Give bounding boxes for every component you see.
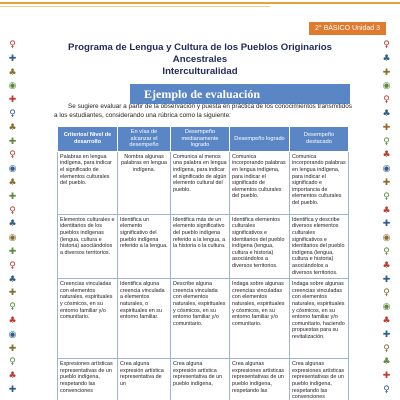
header-rule	[0, 2, 400, 4]
left-decorative-border	[4, 40, 22, 400]
table-row	[58, 214, 349, 278]
cross-icon: ✚	[382, 219, 391, 230]
man-icon: ♀	[9, 150, 16, 161]
cross-icon: ✚	[8, 136, 17, 147]
table-cell: Elementos culturales e identitarios de los pueblos indígenas (lengua, cultura e historia) asociándolos a diversos territorios.	[58, 214, 118, 278]
table-cell: Comunica incorporando palabras en lengua indígena, para indicar el significado de elementos culturales del pueblo.	[230, 151, 290, 214]
header-level-2: Desempeño medianamente logrado	[171, 127, 230, 152]
header-criteria: Criterios/ Nivel de desarrollo	[58, 127, 118, 152]
header-level-1: En vías de alcanzar el desempeño	[118, 127, 171, 152]
cross-icon: ✚	[382, 329, 391, 340]
figure-icon: ♣	[382, 53, 391, 64]
man-icon: ♀	[9, 109, 16, 119]
table-cell: Identifica alguna creencia vinculada a elementos naturales, o espirituales en su entorno familiar.	[118, 279, 171, 359]
table-cell: Comunica al menos una palabra en lengua indígena, para indicar el significado de algún elemento cultural del pueblo.	[171, 151, 230, 214]
man-icon: ♀	[9, 40, 16, 50]
man-icon: ♀	[9, 205, 16, 216]
man-icon: ♀	[9, 357, 16, 368]
table-cell: Describe alguna creencia vinculada con elementos naturales, espirituales y cósmicos, en su entorno familiar y/o comunitario.	[171, 279, 230, 359]
table-cell: Crea algunas expresiones artísticas representativas de un pueblo indígena, respetando las convenciones	[290, 359, 349, 400]
table-cell: Indaga sobre algunas creencias vinculadas con elementos naturales, espirituales y cósmicos, en su entorno familiar y/o comunitario, haciendo propuestas para su revitalización.	[290, 279, 349, 359]
drum-icon: ◉	[382, 233, 391, 244]
cross-icon: ✚	[8, 288, 17, 299]
table-cell: Crea alguna expresión artística representativa de un pueblo indígena,	[171, 359, 230, 400]
man-icon: ♀	[383, 385, 390, 395]
figure-icon: ♣	[382, 316, 391, 326]
figure-icon: ♣	[8, 274, 17, 285]
cross-icon: ✚	[382, 371, 391, 382]
table-cell: Indaga sobre algunas creencias vinculadas con elementos naturales, espirituales y cósmicos, en su entorno familiar y/o comunitario.	[230, 279, 290, 359]
table-cell: Identifica y describe diversos elementos culturales significativos e identitarios del pueblo indígena (lengua, cultura e historia) asociándolos a diversos territorios.	[290, 214, 349, 278]
figure-icon: ♣	[8, 178, 17, 188]
rubric-table	[57, 126, 349, 400]
table-cell: Identifica más de un elemento significativo del pueblo indígena referido a la lengua, a la historia o la cultura.	[171, 214, 230, 278]
man-icon: ♀	[383, 136, 390, 147]
figure-icon: ♣	[8, 219, 17, 230]
table-row	[58, 151, 349, 214]
man-icon: ♀	[383, 40, 390, 50]
cross-icon: ✚	[8, 385, 17, 395]
man-icon: ♀	[383, 95, 390, 106]
cross-icon: ✚	[382, 274, 391, 285]
cross-icon: ✚	[8, 191, 17, 202]
man-icon: ♀	[383, 288, 390, 299]
drum-icon: ◉	[8, 233, 17, 244]
header-rule-thin	[0, 6, 270, 7]
figure-icon: ♣	[8, 371, 17, 382]
title-line-1: Programa de Lengua y Cultura de los Pueblos Originarios Ancestrales	[68, 42, 332, 65]
intro-paragraph	[54, 103, 352, 120]
drum-icon: ◉	[8, 164, 17, 175]
figure-icon: ♣	[8, 67, 17, 78]
man-icon: ♀	[383, 191, 390, 202]
table-cell: Creencias vinculadas con elementos naturales, espirituales y cósmicos, en su entorno familiar y/o comunitario.	[58, 279, 118, 359]
table-cell: Expresiones artísticas representativas de un pueblo indígena, respetando las convenciones	[58, 359, 118, 400]
header-level-4: Desempeño destacado	[290, 127, 349, 152]
man-icon: ♀	[383, 343, 390, 354]
figure-icon: ♣	[382, 205, 391, 216]
man-icon: ♀	[9, 302, 16, 313]
table-cell: Comunica incorporando palabras en lengua indígena, para indicar el significado e importancia de elementos culturales del pueblo.	[290, 151, 349, 214]
table-cell: Crea algunas expresiones artísticas representativas de un pueblo indígena, respetando las	[230, 359, 290, 400]
cross-icon: ✚	[382, 122, 391, 133]
intro-text: Se sugiere evaluar a partir de la observación y puesta en práctica de los conocimientos transmitidos a los estudiantes, considerando una rúbrica como la siguiente:	[54, 103, 352, 119]
cross-icon: ✚	[8, 95, 17, 106]
figure-icon: ♣	[382, 109, 391, 119]
table-cell: Nombra algunas palabras en lengua indígena.	[118, 151, 171, 214]
table-cell: Crea alguna expresión artística representativa de un	[118, 359, 171, 400]
title-line-2: Interculturalidad	[162, 66, 238, 77]
figure-icon: ♣	[8, 122, 17, 133]
drum-icon: ◉	[382, 81, 391, 92]
figure-icon: ♣	[382, 357, 391, 368]
cross-icon: ✚	[382, 67, 391, 78]
table-cell: Palabras en lengua indígena, para indicar el significado de elementos culturales del pueblo.	[58, 151, 118, 214]
table-row	[58, 359, 349, 400]
figure-icon: ♣	[382, 260, 391, 271]
table-row	[58, 279, 349, 359]
cross-icon: ✚	[8, 343, 17, 354]
cross-icon: ✚	[8, 247, 17, 257]
drum-icon: ◉	[8, 81, 17, 92]
man-icon: ♀	[383, 247, 390, 257]
rubric-header-row	[58, 127, 349, 152]
cross-icon: ✚	[382, 178, 391, 188]
grade-unit-badge: 2° BÁSICO Unidad 3	[309, 22, 386, 35]
header-level-3: Desempeño logrado	[230, 127, 290, 152]
man-icon: ♀	[9, 260, 16, 271]
page-title	[40, 42, 360, 78]
table-cell: Identifica un elemento significativo del pueblo indígena referido a la lengua.	[118, 214, 171, 278]
figure-icon: ♣	[382, 150, 391, 161]
section-banner: Ejemplo de evaluación	[130, 84, 350, 104]
drum-icon: ◉	[382, 302, 391, 313]
drum-icon: ◉	[382, 164, 391, 175]
table-cell: Identifica elementos culturales significativos e identitarios del pueblo indígena (lengua, cultura e historia) asociándolos a diversos territorios.	[230, 214, 290, 278]
drum-icon: ◉	[8, 329, 17, 340]
cross-icon: ✚	[8, 53, 17, 64]
right-decorative-border	[378, 40, 396, 400]
figure-icon: ♣	[8, 316, 17, 326]
